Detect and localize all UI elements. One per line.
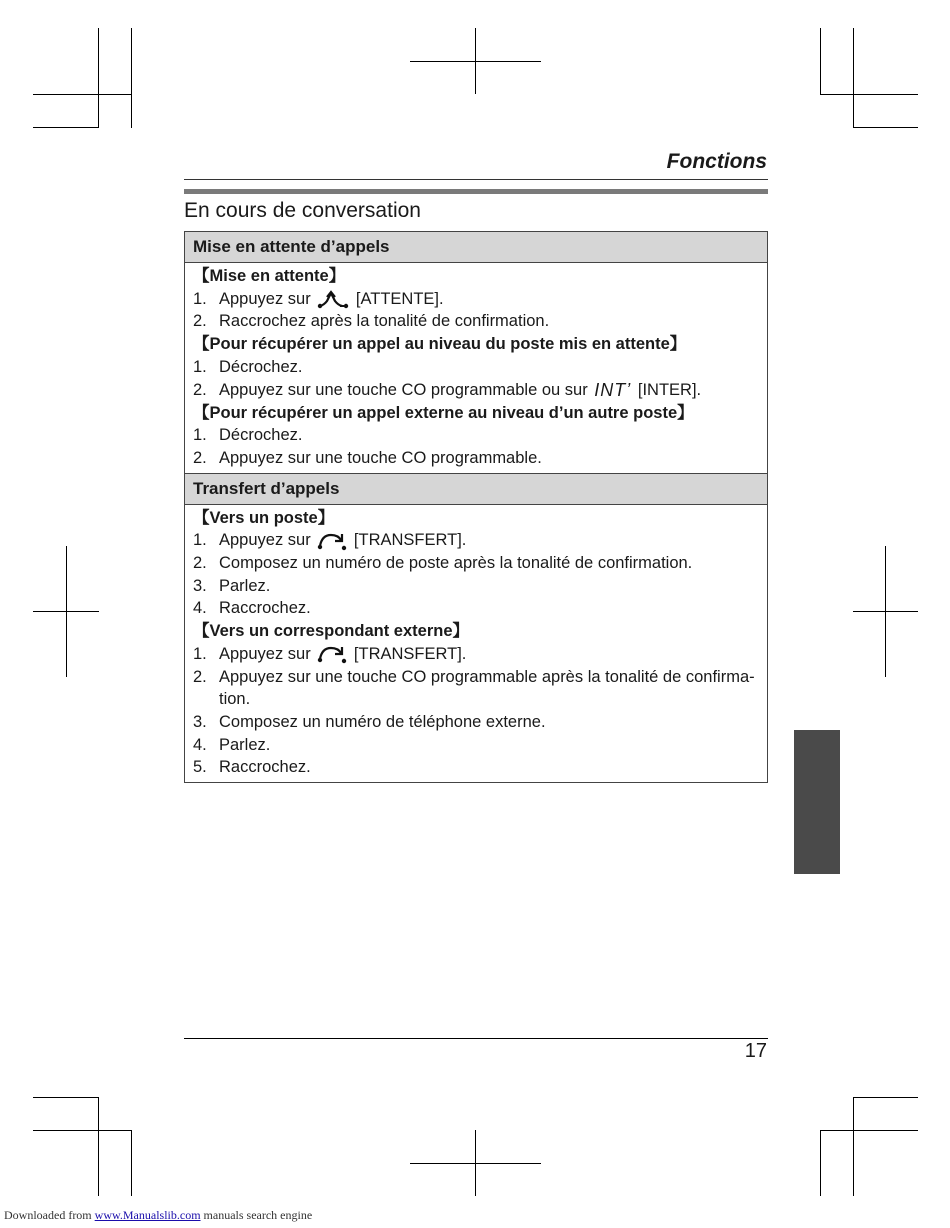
list-item: [193, 310, 759, 333]
step-number: 3.: [193, 576, 207, 595]
table-body-transfer: [185, 505, 767, 782]
list-item: [193, 447, 759, 470]
step-number: 5.: [193, 758, 207, 777]
step-text: [219, 288, 759, 311]
step-text-post: [TRANSFERT].: [353, 531, 467, 550]
step-text-pre: Appuyez sur: [219, 644, 311, 663]
download-note-suffix: manuals search engine: [203, 1208, 313, 1222]
step-number: 4.: [193, 735, 207, 754]
subheading: 【Pour récupérer un appel externe au niveau d’un autre poste】: [193, 403, 694, 422]
step-number: 2.: [193, 667, 207, 686]
list-item: [193, 756, 759, 779]
step-text: Décrochez.: [219, 426, 303, 445]
footer-rule: [184, 1038, 768, 1039]
step-text: [219, 643, 759, 666]
list-item: [193, 734, 759, 757]
transfer-icon: [317, 531, 347, 551]
transfer-icon: [317, 644, 347, 664]
subheading: 【Mise en attente】: [193, 267, 346, 285]
table-heading-hold: Mise en attente d’appels: [185, 232, 767, 263]
step-text: Parlez.: [219, 735, 271, 754]
list-item: [193, 529, 759, 552]
step-text-pre: Appuyez sur une touche CO programmable ou sur: [219, 380, 588, 399]
list-item: [193, 552, 759, 575]
list-item: [193, 666, 759, 711]
step-text: [219, 379, 759, 402]
step-text: Appuyez sur une touche CO programmable après la tonalité de confirma-tion.: [219, 667, 755, 709]
step-text: Raccrochez.: [219, 599, 311, 618]
list-item: [193, 711, 759, 734]
step-number: 1.: [193, 644, 207, 663]
step-number: 3.: [193, 712, 207, 731]
step-text: Appuyez sur une touche CO programmable.: [219, 448, 542, 467]
header-rule-thick: [184, 189, 768, 194]
step-text-pre: Appuyez sur: [219, 289, 311, 308]
page-number: 17: [744, 1040, 767, 1062]
download-note: [4, 1208, 312, 1223]
section-title: En cours de conversation: [184, 199, 421, 222]
int-icon: INT’: [594, 379, 632, 400]
list-item: [193, 575, 759, 598]
list-item: [193, 597, 759, 620]
step-number: 1.: [193, 289, 207, 308]
table-heading-transfer: Transfert d’appels: [185, 474, 767, 505]
step-text: [219, 529, 759, 552]
step-number: 2.: [193, 312, 207, 331]
header-title: Fonctions: [666, 150, 767, 173]
step-text: Parlez.: [219, 576, 271, 595]
step-text: Décrochez.: [219, 357, 303, 376]
step-number: 2.: [193, 448, 207, 467]
step-number: 1.: [193, 531, 207, 550]
step-number: 2.: [193, 554, 207, 573]
subheading: 【Pour récupérer un appel au niveau du poste mis en attente】: [193, 335, 687, 354]
table-body-hold: [185, 263, 767, 474]
step-number: 4.: [193, 599, 207, 618]
chapter-tab-marker: [794, 730, 840, 874]
step-text-post: [TRANSFERT].: [353, 644, 467, 663]
subheading: 【Vers un poste】: [193, 508, 335, 527]
list-item: [193, 643, 759, 666]
manualslib-link[interactable]: www.Manualslib.com: [94, 1208, 201, 1222]
hold-icon: [317, 289, 349, 309]
download-note-prefix: Downloaded from: [4, 1208, 92, 1222]
header-rule: [184, 179, 768, 180]
step-text-post: [INTER].: [637, 380, 702, 399]
step-number: 1.: [193, 426, 207, 445]
list-item: [193, 356, 759, 379]
instructions-table: [184, 231, 768, 783]
list-item: [193, 379, 759, 402]
step-text-post: [ATTENTE].: [355, 289, 444, 308]
subheading: 【Vers un correspondant externe】: [193, 622, 469, 641]
step-number: 1.: [193, 357, 207, 376]
step-text-pre: Appuyez sur: [219, 531, 311, 550]
step-number: 2.: [193, 380, 207, 399]
step-text: Composez un numéro de téléphone externe.: [219, 712, 546, 731]
step-text: Raccrochez après la tonalité de confirmation.: [219, 312, 550, 331]
list-item: [193, 424, 759, 447]
step-text: Composez un numéro de poste après la tonalité de confirmation.: [219, 554, 693, 573]
list-item: [193, 288, 759, 311]
step-text: Raccrochez.: [219, 758, 311, 777]
